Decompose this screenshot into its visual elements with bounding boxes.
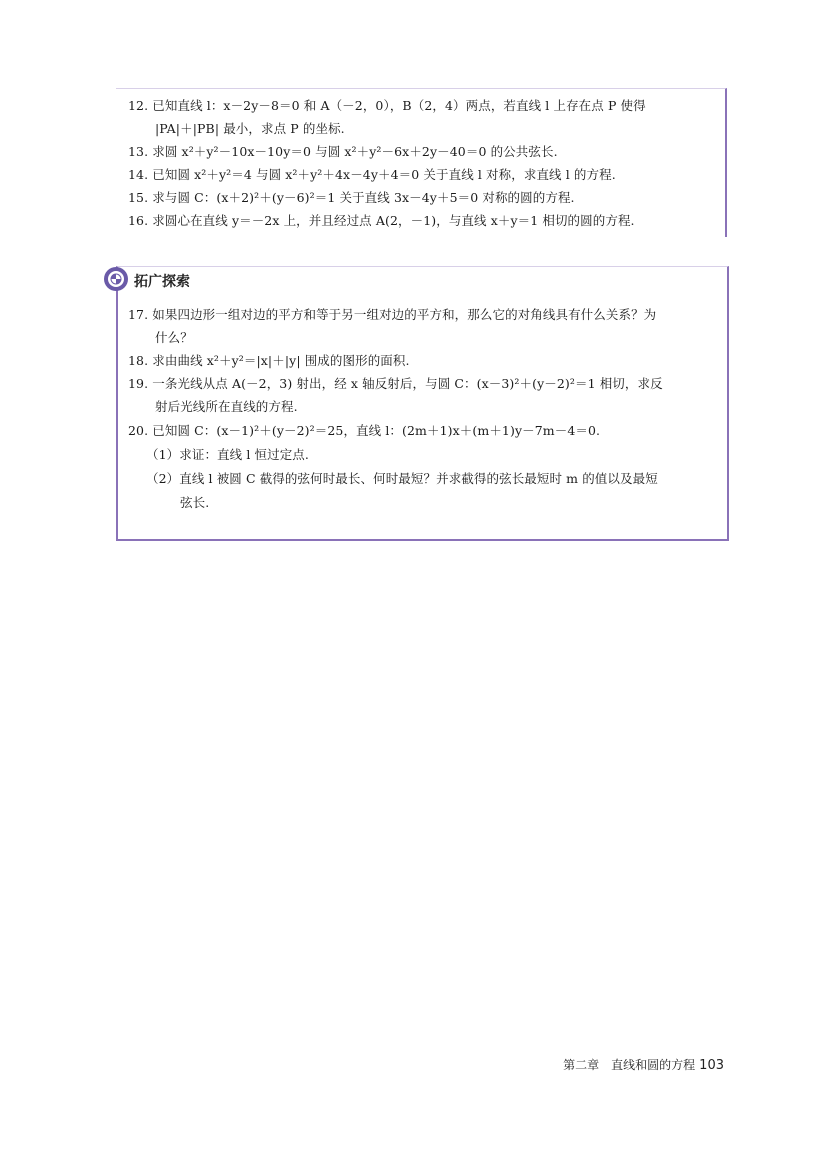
problem-12-line1: 12. 已知直线 l：x－2y－8＝0 和 A（－2，0），B（2，4）两点，若直线 l 上存在点 P 使得 xyxy=(128,98,646,113)
problem-16: 16. 求圆心在直线 y＝－2x 上，并且经过点 A(2，－1)，与直线 x＋y＝1 相切的圆的方程. xyxy=(128,213,635,228)
problem-14: 14. 已知圆 x²＋y²＝4 与圆 x²＋y²＋4x－4y＋4＝0 关于直线 l 对称，求直线 l 的方程. xyxy=(128,167,616,182)
problem-17-line1: 17. 如果四边形一组对边的平方和等于另一组对边的平方和，那么它的对角线具有什么关系？为 xyxy=(128,307,657,322)
problem-20-part1: （1）求证：直线 l 恒过定点. xyxy=(146,447,309,462)
problem-20-part2-line2: 弦长. xyxy=(180,495,210,510)
page-footer xyxy=(563,1056,724,1073)
chapter-title: 第二章 直线和圆的方程 xyxy=(563,1058,696,1072)
problem-18: 18. 求由曲线 x²＋y²＝|x|＋|y| 围成的图形的面积. xyxy=(128,353,410,368)
problem-13: 13. 求圆 x²＋y²－10x－10y＝0 与圆 x²＋y²－6x＋2y－40＝0 的公共弦长. xyxy=(128,144,558,159)
problem-20-part2-line1: （2）直线 l 被圆 C 截得的弦何时最长、何时最短？并求截得的弦长最短时 m 的值以及最短 xyxy=(146,471,658,486)
problem-19-line2: 射后光线所在直线的方程. xyxy=(155,399,298,414)
problem-19-line1: 19. 一条光线从点 A(－2，3) 射出，经 x 轴反射后，与圆 C：(x－3)²＋(y－2)²＝1 相切，求反 xyxy=(128,376,663,391)
page-number: 103 xyxy=(699,1058,724,1073)
problem-15: 15. 求与圆 C：(x＋2)²＋(y－6)²＝1 关于直线 3x－4y＋5＝0 对称的圆的方程. xyxy=(128,190,575,205)
problem-12-line2: |PA|＋|PB| 最小，求点 P 的坐标. xyxy=(155,121,345,136)
problem-20: 20. 已知圆 C：(x－1)²＋(y－2)²＝25，直线 l：(2m＋1)x＋(m＋1)y－7m－4＝0. xyxy=(128,423,601,438)
section-title: 拓广探索 xyxy=(134,274,190,290)
target-icon xyxy=(103,266,129,292)
problem-17-line2: 什么？ xyxy=(155,330,193,345)
